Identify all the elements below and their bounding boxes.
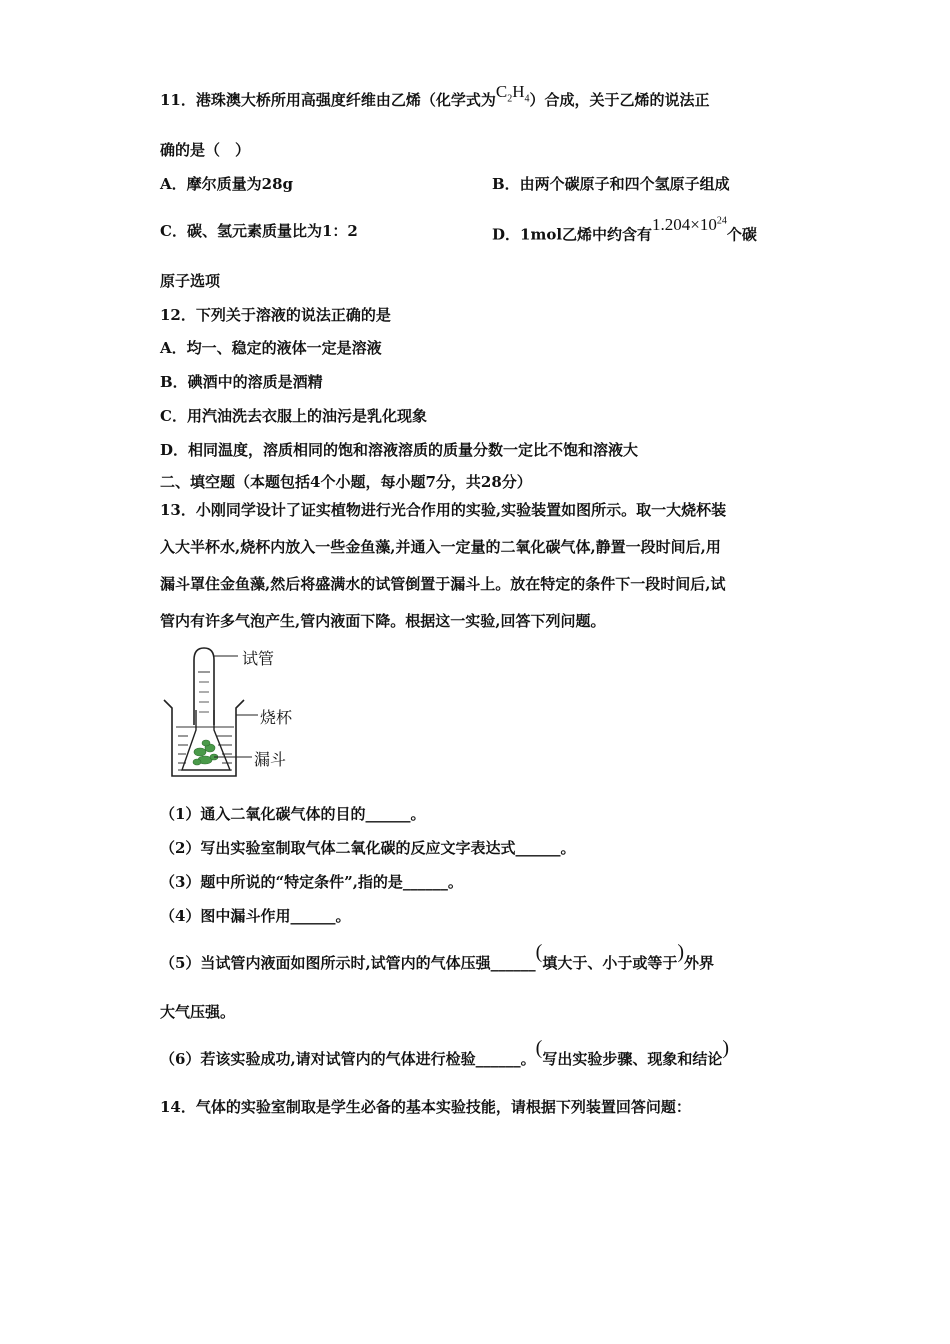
- q13-stem-line2: 入大半杯水,烧杯内放入一些金鱼藻,并通入一定量的二氧化碳气体,静置一段时间后,用: [160, 538, 721, 556]
- q11-option-c: C．碳、氢元素质量比为1：2: [160, 222, 358, 240]
- funnel-outline: [182, 710, 230, 770]
- q13-sub5-line2: 大气压强。: [160, 1003, 236, 1021]
- q13-stem-line1: 13．小刚同学设计了证实植物进行光合作用的实验,实验装置如图所示。取一大烧杯装: [160, 501, 727, 519]
- q11-option-d-line2: 原子选项: [160, 272, 221, 290]
- q11-option-a: A．摩尔质量为28g: [160, 175, 294, 193]
- q14-stem: 14．气体的实验室制取是学生必备的基本实验技能，请根据下列装置回答问题：: [160, 1098, 691, 1116]
- q11-stem-line2: 确的是（ ）: [160, 141, 251, 159]
- q11-stem-part2: ）合成，关于乙烯的说法正: [529, 91, 710, 109]
- tube-hatching: [199, 682, 209, 712]
- label-beaker: 烧杯: [260, 708, 293, 727]
- label-test-tube: 试管: [242, 649, 275, 668]
- beaker-outline: [164, 700, 244, 776]
- q13-sub4: （4）图中漏斗作用______。: [160, 907, 351, 925]
- q11-stem-part1: 11．港珠澳大桥所用高强度纤维由乙烯（化学式为: [160, 91, 496, 109]
- q13-sub3: （3）题中所说的“特定条件”,指的是______。: [160, 873, 463, 891]
- q11-option-d-number: $1.204\times 10^{24}$: [652, 214, 727, 234]
- test-tube-outline: [194, 648, 214, 725]
- q13-stem-line4: 管内有许多气泡产生,管内液面下降。根据这一实验,回答下列问题。: [160, 612, 606, 630]
- section2-title: 二、填空题（本题包括4个小题，每小题7分，共28分）: [160, 473, 532, 491]
- q11-option-d: D．1mol乙烯中约含有$1.204\times 10^{24}$个碳: [492, 214, 757, 244]
- q12-option-d: D．相同温度，溶质相同的饱和溶液溶质的质量分数一定比不饱和溶液大: [160, 441, 639, 459]
- q11-stem-line1: [160, 82, 710, 117]
- q13-sub1: （1）通入二氧化碳气体的目的______。: [160, 805, 426, 823]
- q12-option-b: B．碘酒中的溶质是酒精: [160, 373, 323, 391]
- q13-sub5: （5）当试管内液面如图所示时,试管内的气体压强______(填大于、小于或等于)外界: [160, 941, 715, 972]
- q11-option-b: B．由两个碳原子和四个氢原子组成: [492, 175, 730, 193]
- q12-option-c: C．用汽油洗去衣服上的油污是乳化现象: [160, 407, 427, 425]
- q11-formula: $C_2H_4$: [495, 82, 530, 105]
- q12-stem: 12．下列关于溶液的说法正确的是: [160, 306, 391, 324]
- q12-option-a: A．均一、稳定的液体一定是溶液: [160, 339, 382, 357]
- q13-sub2: （2）写出实验室制取气体二氧化碳的反应文字表达式______。: [160, 839, 576, 857]
- q13-sub6: （6）若该实验成功,请对试管内的气体进行检验______。(写出实验步骤、现象和结论): [160, 1037, 730, 1068]
- water-hatching: [176, 727, 234, 770]
- q13-stem-line3: 漏斗罩住金鱼藻,然后将盛满水的试管倒置于漏斗上。放在特定的条件下一段时间后,试: [160, 575, 726, 593]
- water-plant: [193, 740, 218, 765]
- label-funnel: 漏斗: [254, 750, 287, 769]
